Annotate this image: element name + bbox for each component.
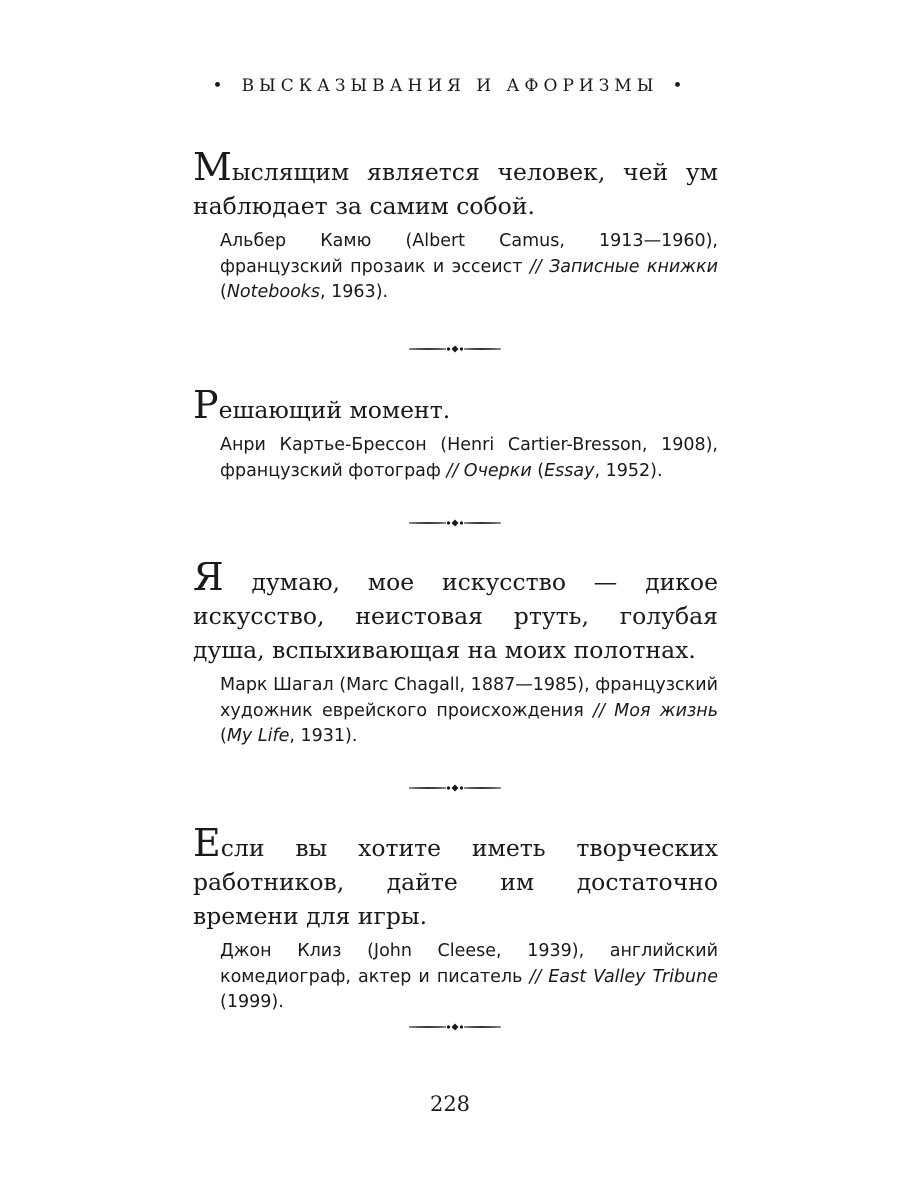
quote-body: ыслящим является человек, чей ум наблюдает за самим собой. bbox=[193, 158, 718, 220]
source-author: Альбер Камю (Albert Camus, 1913—1960), французский прозаик и эссеист bbox=[220, 231, 718, 277]
quote-entry bbox=[193, 555, 719, 750]
quote-text bbox=[193, 555, 718, 667]
source-year: 1999). bbox=[226, 992, 284, 1012]
ornament-divider-icon bbox=[408, 1020, 502, 1034]
quote-source bbox=[220, 229, 718, 306]
quote-text bbox=[193, 383, 718, 427]
source-title: // Очерки bbox=[446, 460, 532, 481]
drop-initial: Е bbox=[193, 821, 221, 865]
source-author: Джон Клиз (John Cleese, 1939), английский комедиограф, актер и писатель bbox=[220, 941, 718, 987]
source-author: Анри Картье-Брессон (Henri Cartier-Bresson, 1908), французский фотограф bbox=[220, 435, 718, 481]
quote-source bbox=[220, 673, 718, 750]
drop-initial: М bbox=[193, 145, 232, 189]
quote-entry bbox=[193, 383, 718, 484]
source-year: , 1963). bbox=[320, 282, 389, 302]
source-title: // Записные книжки bbox=[529, 256, 718, 277]
source-original-title: Essay bbox=[544, 460, 595, 481]
ornament-divider-icon bbox=[408, 516, 502, 530]
ornament-divider-icon bbox=[408, 781, 502, 795]
page-number: 228 bbox=[429, 1092, 471, 1116]
quote-entry bbox=[193, 821, 718, 1016]
source-paren: ( bbox=[220, 992, 227, 1012]
header-title: ВЫСКАЗЫВАНИЯ И АФОРИЗМЫ bbox=[241, 76, 659, 96]
source-paren: ( bbox=[220, 282, 227, 302]
quote-source bbox=[220, 939, 718, 1016]
quote-body: сли вы хотите иметь творческих работников, дайте им достаточно времени для игры. bbox=[193, 834, 718, 930]
quote-text bbox=[193, 145, 718, 223]
source-paren: ( bbox=[220, 726, 227, 746]
drop-initial: Р bbox=[193, 383, 219, 427]
quote-source bbox=[220, 433, 718, 484]
header-bullet-left: • bbox=[212, 76, 228, 96]
drop-initial: Я bbox=[193, 555, 224, 599]
source-paren: ( bbox=[531, 460, 545, 481]
source-author: Марк Шагал (Marc Chagall, 1887—1985), французский художник еврейского происхождения bbox=[220, 675, 718, 721]
source-original-title: My Life bbox=[226, 726, 290, 746]
source-year: , 1952). bbox=[594, 460, 663, 481]
source-original-title: Notebooks bbox=[226, 282, 321, 302]
running-head bbox=[0, 76, 900, 96]
source-year: , 1931). bbox=[289, 726, 358, 746]
ornament-divider-icon bbox=[408, 342, 502, 356]
source-title: // Моя жизнь bbox=[593, 700, 719, 721]
quote-body: думаю, мое искусство — дикое искусство, неистовая ртуть, голубая душа, вспыхивающая на моих полотнах. bbox=[193, 568, 718, 664]
header-bullet-right: • bbox=[672, 76, 688, 96]
source-title: // East Valley Tribune bbox=[529, 966, 718, 987]
quote-entry bbox=[193, 145, 718, 306]
quote-text bbox=[193, 821, 718, 933]
quote-body: ешающий момент. bbox=[218, 396, 451, 424]
